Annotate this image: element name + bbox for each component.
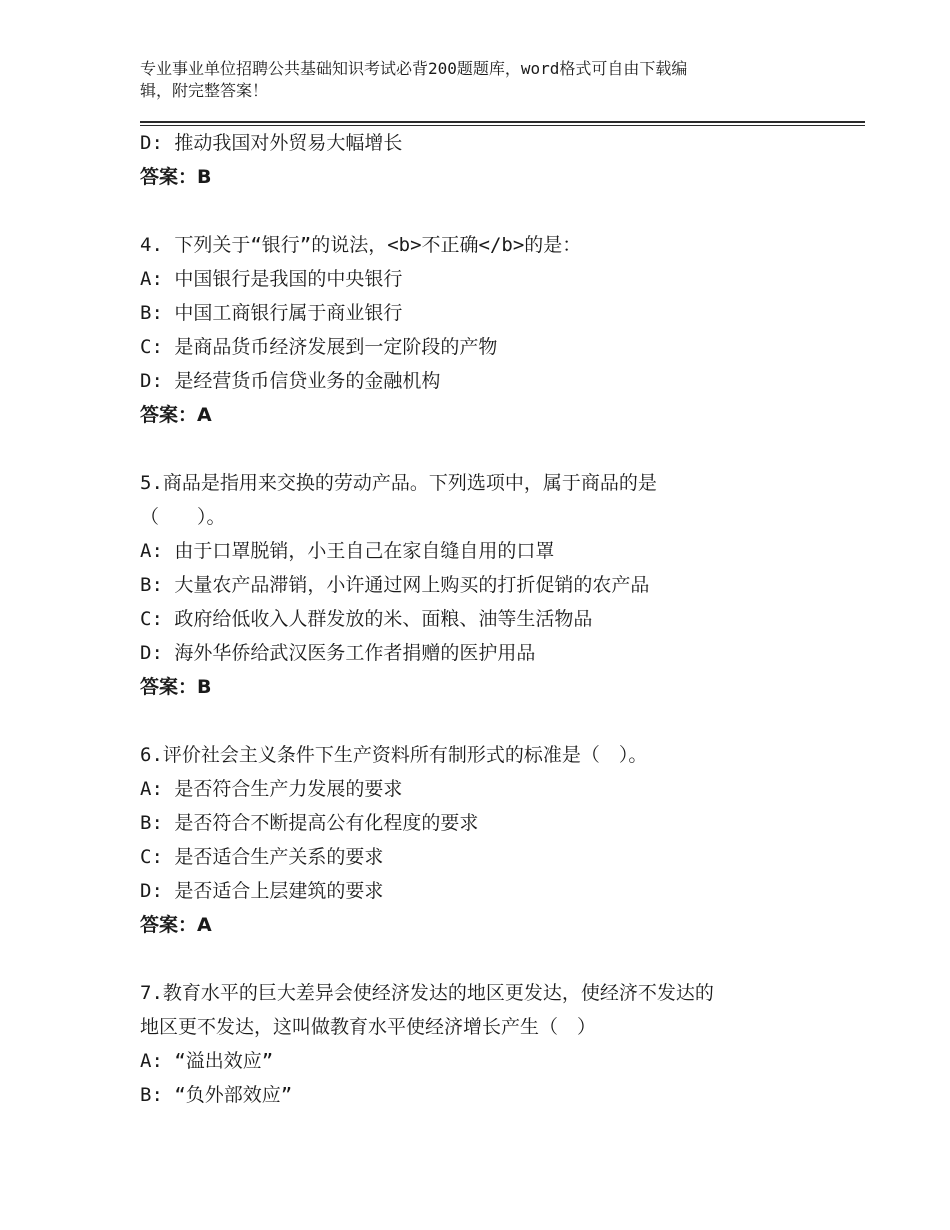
question-5 xyxy=(140,466,840,704)
question-content xyxy=(140,126,840,1112)
option-a: A: “溢出效应” xyxy=(140,1050,274,1072)
option-b: B: 大量农产品滞销，小许通过网上购买的打折促销的农产品 xyxy=(140,574,650,596)
option-d: D: 推动我国对外贸易大幅增长 xyxy=(140,132,403,154)
question-stem-continued: 地区更不发达，这叫做教育水平使经济增长产生（ ） xyxy=(140,1016,597,1038)
question-stem: 6.评价社会主义条件下生产资料所有制形式的标准是（ ）。 xyxy=(140,744,648,766)
question-stem: 7.教育水平的巨大差异会使经济发达的地区更发达，使经济不发达的 xyxy=(140,982,714,1004)
option-a: A: 中国银行是我国的中央银行 xyxy=(140,268,403,290)
question-stem-continued: （ ）。 xyxy=(140,506,226,528)
question-7 xyxy=(140,976,840,1112)
answer-line: 答案：B xyxy=(140,676,212,698)
option-c: C: 是商品货币经济发展到一定阶段的产物 xyxy=(140,336,498,358)
question-stem: 4. 下列关于“银行”的说法，<b>不正确</b>的是： xyxy=(140,234,582,256)
question-4 xyxy=(140,228,840,432)
answer-line: 答案：A xyxy=(140,914,212,936)
header-line-1: 专业事业单位招聘公共基础知识考试必背200题题库，word格式可自由下载编 xyxy=(140,59,688,78)
question-6 xyxy=(140,738,840,942)
question-stem: 5.商品是指用来交换的劳动产品。下列选项中，属于商品的是 xyxy=(140,472,657,494)
option-b: B: 是否符合不断提高公有化程度的要求 xyxy=(140,812,479,834)
answer-line: 答案：A xyxy=(140,404,212,426)
option-d: D: 海外华侨给武汉医务工作者捐赠的医护用品 xyxy=(140,642,536,664)
spacer xyxy=(140,194,840,228)
option-b: B: “负外部效应” xyxy=(140,1084,293,1106)
spacer xyxy=(140,432,840,466)
option-b: B: 中国工商银行属于商业银行 xyxy=(140,302,403,324)
spacer xyxy=(140,942,840,976)
answer-line: 答案：B xyxy=(140,166,212,188)
spacer xyxy=(140,704,840,738)
page-header xyxy=(140,58,800,102)
option-a: A: 是否符合生产力发展的要求 xyxy=(140,778,403,800)
header-line-2: 辑，附完整答案！ xyxy=(140,81,269,100)
option-d: D: 是经营货币信贷业务的金融机构 xyxy=(140,370,441,392)
option-c: C: 政府给低收入人群发放的米、面粮、油等生活物品 xyxy=(140,608,593,630)
option-c: C: 是否适合生产关系的要求 xyxy=(140,846,384,868)
header-divider-thick xyxy=(140,121,865,123)
option-d: D: 是否适合上层建筑的要求 xyxy=(140,880,384,902)
option-a: A: 由于口罩脱销，小王自己在家自缝自用的口罩 xyxy=(140,540,555,562)
